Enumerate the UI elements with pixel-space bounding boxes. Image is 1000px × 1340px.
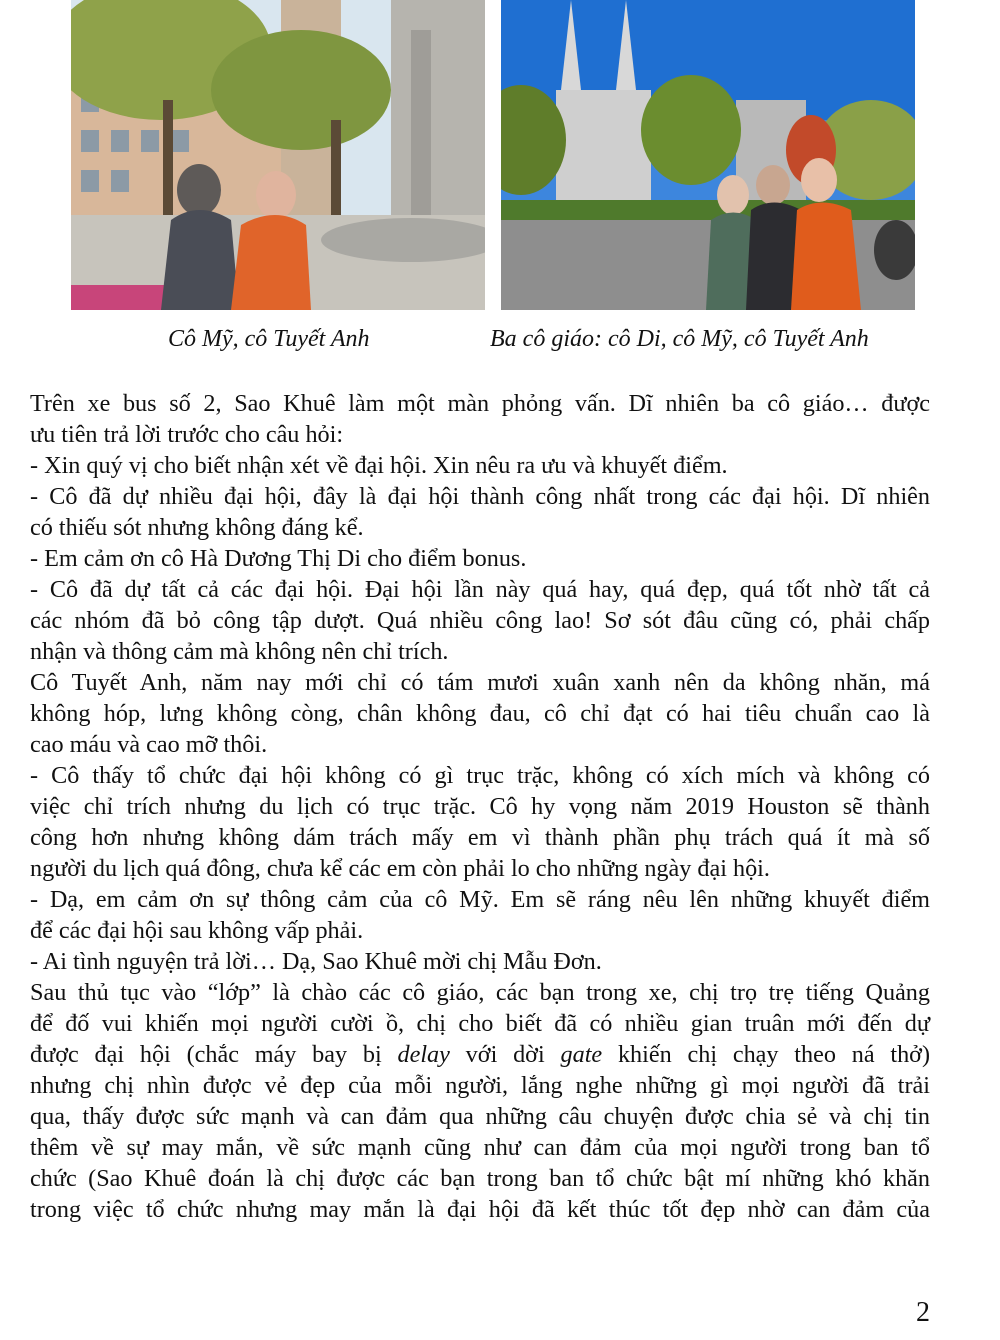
text-line: Sau thủ tục vào “lớp” là chào các cô giáo, các bạn trong xe, chị trọ trẹ tiếng Quảng [30, 979, 930, 1006]
text-line [30, 1039, 930, 1070]
text-line: - Cô thấy tổ chức đại hội không có gì trục trặc, không có xích mích và không có [30, 762, 930, 789]
text-line: - Dạ, em cảm ơn sự thông cảm của cô Mỹ. Em sẽ ráng nêu lên những khuyết điểm [30, 886, 930, 913]
text-line: trong việc tổ chức nhưng may mắn là đại hội đã kết thúc tốt đẹp nhờ can đảm của [30, 1196, 930, 1223]
text-line: Trên xe bus số 2, Sao Khuê làm một màn phỏng vấn. Dĩ nhiên ba cô giáo… được [30, 390, 930, 417]
text-line: công hơn nhưng không dám trách mấy em vì thành phần phụ trách quá ít mà số [30, 824, 930, 851]
text-line: các nhóm đã bỏ công tập dượt. Quá nhiều công lao! Sơ sót đâu cũng có, phải chấp [30, 607, 930, 634]
italic-word-delay: delay [397, 1041, 450, 1068]
text-line: nhận và thông cảm mà không nên chỉ trích. [30, 638, 449, 665]
page-number: 2 [916, 1297, 930, 1328]
photo-caption-right: Ba cô giáo: cô Di, cô Mỹ, cô Tuyết Anh [490, 326, 869, 352]
text-line: người du lịch quá đông, chưa kể các em còn phải lo cho những ngày đại hội. [30, 855, 770, 882]
text-line: - Xin quý vị cho biết nhận xét về đại hội. Xin nêu ra ưu và khuyết điểm. [30, 452, 728, 479]
text-line: không hóp, lưng không còng, chân không đau, cô chỉ đạt có hai tiêu chuẩn cao là [30, 700, 930, 727]
text-line: chức (Sao Khuê đoán là chị được các bạn trong ban tổ chức bật mí những khó khăn [30, 1165, 930, 1192]
text-segment: được đại hội (chắc máy bay bị [30, 1041, 398, 1068]
text-line: - Em cảm ơn cô Hà Dương Thị Di cho điểm bonus. [30, 545, 527, 572]
text-line: có thiếu sót nhưng không đáng kể. [30, 514, 364, 541]
text-line: - Ai tình nguyện trả lời… Dạ, Sao Khuê mời chị Mẫu Đơn. [30, 948, 602, 975]
photo-co-my-co-tuyet-anh [71, 0, 485, 310]
text-line: - Cô đã dự tất cả các đại hội. Đại hội lần này quá hay, quá đẹp, quá tốt nhờ tất cả [30, 576, 930, 603]
text-line: thêm về sự may mắn, về sức mạnh cũng như can đảm của mọi người trong ban tổ [30, 1134, 930, 1161]
article-body [30, 388, 930, 1225]
text-line: Cô Tuyết Anh, năm nay mới chỉ có tám mươi xuân xanh nên da không nhăn, má [30, 669, 930, 696]
text-line: ưu tiên trả lời trước cho câu hỏi: [30, 421, 344, 448]
italic-word-gate: gate [560, 1041, 603, 1068]
photo-ba-co-giao [501, 0, 915, 310]
text-line: để đố vui khiến mọi người cười ồ, chị cho biết đã có nhiều gian truân mới đến dự [30, 1010, 930, 1037]
text-line: qua, thấy được sức mạnh và can đảm qua những câu chuyện được chia sẻ và chị tin [30, 1103, 930, 1130]
text-line: cao máu và cao mỡ thôi. [30, 731, 268, 758]
text-segment: với dời [449, 1041, 561, 1068]
text-line: việc chỉ trích nhưng du lịch có trục trặc. Cô hy vọng năm 2019 Houston sẽ thành [30, 793, 930, 820]
photo-caption-left: Cô Mỹ, cô Tuyết Anh [168, 326, 370, 352]
text-line: - Cô đã dự nhiều đại hội, đây là đại hội thành công nhất trong các đại hội. Dĩ nhiên [30, 483, 930, 510]
text-segment: khiến chị chạy theo ná thở) [602, 1041, 931, 1068]
text-line: nhưng chị nhìn được vẻ đẹp của mỗi người, lắng nghe những gì mọi người đã trải [30, 1072, 930, 1099]
text-line: để các đại hội sau không vấp phải. [30, 917, 364, 944]
